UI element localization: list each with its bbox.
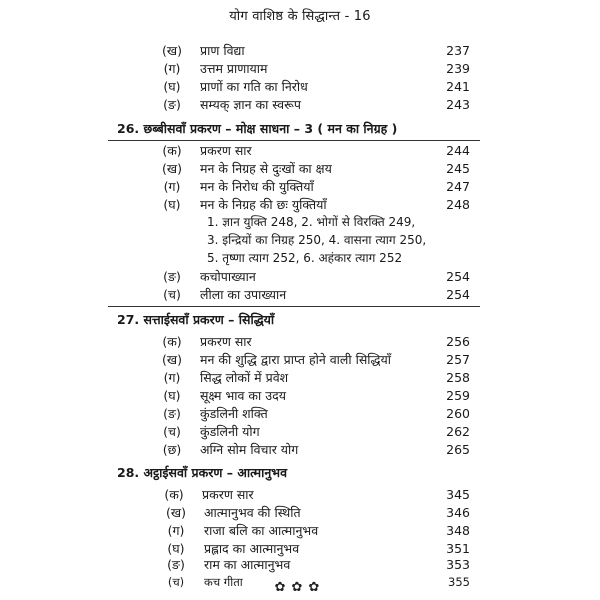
entry-title: प्रकरण सार (202, 487, 254, 502)
entry-title: मन की शुद्धि द्वारा प्राप्त होने वाली सिद्धियाँ (200, 352, 392, 367)
chapter-heading: 27. सत्ताईसवाँ प्रकरण – सिद्धियाँ (117, 312, 275, 327)
entry-page: 345 (446, 487, 470, 502)
entry-page: 346 (446, 505, 470, 520)
entry-mark: (ग) (167, 523, 185, 538)
entry-mark: (घ) (163, 79, 181, 94)
entry-mark: (ख) (162, 352, 182, 367)
chapter-heading: 26. छब्बीसवाँ प्रकरण – मोक्ष साधना – 3 ( मन का निग्रह ) (117, 121, 398, 136)
entry-mark: (च) (167, 575, 185, 589)
entry-title: कुंडलिनी योग (200, 424, 260, 439)
chapter-heading: 28. अट्ठाईसवाँ प्रकरण – आत्मानुभव (117, 465, 288, 480)
entry-title: प्राणों का गति का निरोध (200, 79, 308, 94)
entry-mark: (ख) (162, 161, 182, 176)
entry-title: सूक्ष्म भाव का उदय (200, 388, 286, 403)
entry-page: 265 (446, 442, 470, 457)
footer-ornament-icon: ✿✿✿ (274, 580, 326, 595)
sub-entry-line: 5. तृष्णा त्याग 252, 6. अहंकार त्याग 252 (207, 251, 403, 265)
entry-page: 245 (446, 161, 470, 176)
entry-mark: (ग) (163, 370, 181, 385)
entry-mark: (ङ) (163, 406, 181, 421)
entry-mark: (क) (162, 334, 182, 349)
entry-mark: (घ) (163, 388, 181, 403)
entry-page: 257 (446, 352, 470, 367)
running-header: योग वाशिष्ठ के सिद्धान्त - 16 (229, 9, 371, 24)
entry-page: 244 (446, 143, 470, 158)
entry-title: प्रकरण सार (200, 143, 252, 158)
entry-page: 348 (446, 523, 470, 538)
entry-mark: (ग) (163, 61, 181, 76)
entry-mark: (ङ) (167, 557, 185, 572)
entry-page: 237 (446, 43, 470, 58)
entry-page: 254 (446, 269, 470, 284)
entry-title: प्रह्लाद का आत्मानुभव (204, 541, 300, 556)
entry-page: 254 (446, 287, 470, 302)
entry-page: 243 (446, 97, 470, 112)
entry-title: मन के निग्रह की छः युक्तियाँ (200, 197, 327, 212)
entry-page: 241 (446, 79, 470, 94)
entry-page: 239 (446, 61, 470, 76)
entry-page: 248 (446, 197, 470, 212)
toc-entry (0, 284, 600, 306)
entry-title: अग्नि सोम विचार योग (200, 442, 299, 457)
entry-title: सिद्ध लोकों में प्रवेश (200, 370, 289, 385)
entry-title: कुंडलिनी शक्ति (200, 406, 268, 421)
entry-mark: (च) (163, 424, 181, 439)
entry-mark: (ख) (162, 43, 182, 58)
entry-title: प्रकरण सार (200, 334, 252, 349)
entry-title: मन के निग्रह से दुःखों का क्षय (200, 161, 332, 176)
entry-title: कच गीता (204, 575, 243, 589)
entry-page: 262 (446, 424, 470, 439)
entry-mark: (क) (162, 143, 182, 158)
entry-title: मन के निरोध की युक्तियाँ (200, 179, 314, 194)
entry-page: 260 (446, 406, 470, 421)
entry-page: 259 (446, 388, 470, 403)
entry-page: 351 (446, 541, 470, 556)
entry-page: 353 (446, 557, 470, 572)
entry-mark: (ङ) (163, 269, 181, 284)
sub-entry-line: 3. इन्द्रियों का निग्रह 250, 4. वासना त्याग 250, (207, 233, 427, 247)
entry-title: सम्यक् ज्ञान का स्वरूप (200, 97, 301, 112)
entry-title: प्राण विद्या (200, 43, 245, 58)
entry-mark: (च) (163, 287, 181, 302)
entry-title: लीला का उपाख्यान (200, 287, 287, 302)
sub-entry-line: 1. ज्ञान युक्ति 248, 2. भोगों से विरक्ति 249, (207, 215, 416, 229)
entry-page: 247 (446, 179, 470, 194)
entry-mark: (घ) (163, 197, 181, 212)
entry-mark: (ख) (166, 505, 186, 520)
entry-title: राजा बलि का आत्मानुभव (204, 523, 319, 538)
toc-entry (0, 94, 600, 116)
entry-mark: (ग) (163, 179, 181, 194)
entry-page: 258 (446, 370, 470, 385)
entry-title: उत्तम प्राणायाम (200, 61, 268, 76)
entry-mark: (ङ) (163, 97, 181, 112)
entry-page: 355 (448, 575, 470, 589)
entry-mark: (क) (164, 487, 184, 502)
toc-entry (0, 439, 600, 461)
entry-title: आत्मानुभव की स्थिति (204, 505, 301, 520)
entry-title: राम का आत्मानुभव (204, 557, 291, 572)
entry-mark: (घ) (167, 541, 185, 556)
entry-title: कचोपाख्यान (200, 269, 256, 284)
entry-mark: (छ) (162, 442, 182, 457)
entry-page: 256 (446, 334, 470, 349)
chapter-divider (108, 306, 480, 307)
